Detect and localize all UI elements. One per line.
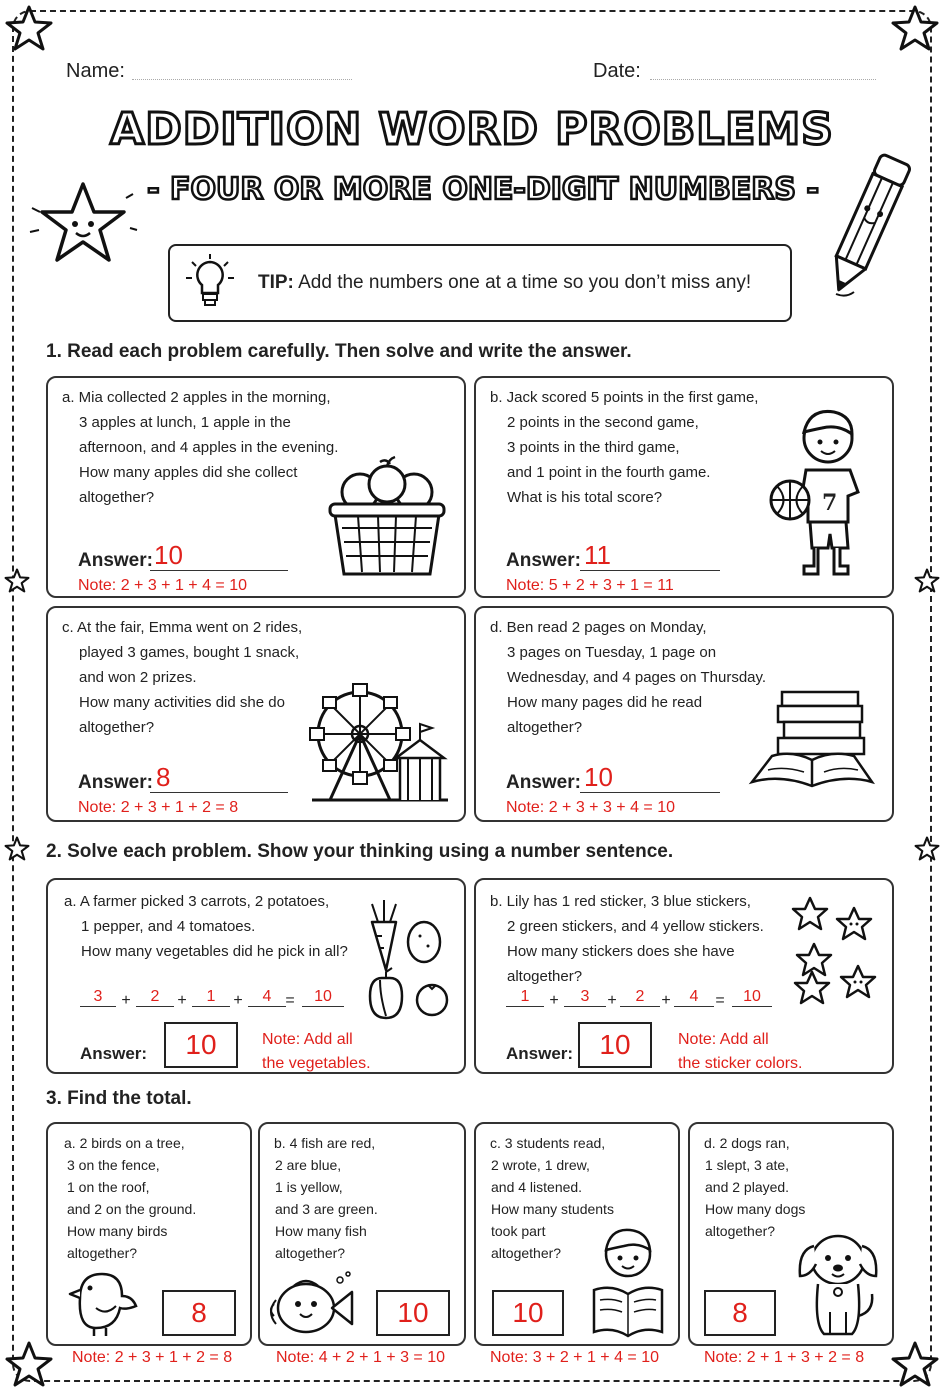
plus-sign: + (233, 992, 243, 1009)
addend-blank[interactable]: 1 (506, 988, 544, 1007)
star-icon (4, 568, 30, 594)
smiling-star-icon (28, 178, 138, 270)
problem-line: b. 4 fish are red, (274, 1135, 376, 1151)
problem-line: 3 points in the third game, (507, 439, 680, 456)
note-3b: Note: 4 + 2 + 1 + 3 = 10 (276, 1349, 446, 1366)
problem-line: d. 2 dogs ran, (704, 1135, 790, 1151)
problem-line: altogether? (275, 1245, 346, 1261)
name-field[interactable] (132, 58, 352, 80)
problem-line: 3 pages on Tuesday, 1 page on (507, 644, 717, 661)
problem-line: and 2 played. (705, 1179, 790, 1195)
answer-value-1b: 11 (584, 540, 611, 570)
date-field[interactable] (650, 58, 876, 80)
star-icon (890, 4, 940, 54)
addend-blank[interactable]: 2 (136, 988, 174, 1007)
problem-line: Wednesday, and 4 pages on Thursday. (507, 669, 767, 686)
note-2a (262, 1028, 371, 1076)
vegetables-icon (358, 896, 454, 1022)
answer-label: Answer: (80, 1044, 148, 1063)
answer-label: Answer: (506, 550, 581, 571)
star-icon (914, 568, 940, 594)
section-3-heading: 3. Find the total. (46, 1088, 192, 1109)
number-sentence-2a (80, 988, 344, 1012)
problem-line: a. Mia collected 2 apples in the morning, (62, 389, 331, 406)
lightbulb-icon (182, 252, 238, 314)
books-stack-icon (748, 690, 878, 796)
problem-text-1c (62, 615, 302, 740)
problem-line: How many dogs (705, 1201, 806, 1217)
addend-blank[interactable]: 3 (564, 988, 606, 1007)
section-2-heading: 2. Solve each problem. Show your thinking using a number sentence. (46, 841, 674, 862)
date-label: Date: (593, 60, 641, 82)
problem-line: d. Ben read 2 pages on Monday, (490, 619, 707, 636)
sum-blank[interactable]: 10 (732, 988, 772, 1007)
problem-line: altogether? (507, 968, 583, 985)
note-1a: Note: 2 + 3 + 1 + 4 = 10 (78, 577, 248, 594)
problem-text-2a (64, 889, 348, 964)
problem-line: 1 pepper, and 4 tomatoes. (81, 918, 256, 935)
problem-line: and 4 listened. (491, 1179, 583, 1195)
answer-label: Answer: (506, 1044, 574, 1063)
plus-sign: + (549, 992, 559, 1009)
problem-line: a. A farmer picked 3 carrots, 2 potatoes, (64, 893, 330, 910)
note-2b (678, 1028, 802, 1076)
problem-line: How many pages did he read (507, 694, 703, 711)
problem-line: and 1 point in the fourth game. (507, 464, 711, 481)
page-title: ADDITION WORD PROBLEMS (110, 104, 834, 155)
note-line: Note: Add all (262, 1031, 353, 1048)
boy-reading-icon (590, 1224, 666, 1338)
problem-line: altogether? (705, 1223, 776, 1239)
problem-line: 3 on the fence, (67, 1157, 160, 1173)
answer-line (150, 792, 288, 793)
note-line: the vegetables. (262, 1055, 371, 1072)
page-subtitle: - FOUR OR MORE ONE-DIGIT NUMBERS - (147, 172, 819, 207)
addend-blank[interactable]: 4 (674, 988, 714, 1007)
plus-sign: + (121, 992, 131, 1009)
problem-line: 3 apples at lunch, 1 apple in the (79, 414, 291, 431)
problem-text-1a (62, 385, 338, 510)
problem-line: and 3 are green. (275, 1201, 378, 1217)
problem-line: altogether? (79, 489, 155, 506)
jersey-number: 7 (822, 490, 838, 516)
plus-sign: + (607, 992, 617, 1009)
answer-label: Answer: (78, 550, 153, 571)
problem-line: played 3 games, bought 1 snack, (79, 644, 300, 661)
answer-value-1d: 10 (584, 762, 613, 792)
problem-line: 2 green stickers, and 4 yellow stickers. (507, 918, 764, 935)
bird-icon (66, 1268, 138, 1340)
addend-blank[interactable]: 2 (620, 988, 660, 1007)
note-1b: Note: 5 + 2 + 3 + 1 = 11 (506, 577, 674, 594)
addend-blank[interactable]: 3 (80, 988, 116, 1007)
sum-blank[interactable]: 10 (302, 988, 344, 1007)
problem-line: altogether? (67, 1245, 138, 1261)
answer-value-1a: 10 (154, 540, 183, 570)
problem-text-2b (490, 889, 764, 989)
name-label: Name: (66, 60, 125, 82)
star-icon (4, 1340, 54, 1390)
equals-sign: = (715, 992, 725, 1009)
note-line: the sticker colors. (678, 1055, 803, 1072)
answer-box-2a[interactable]: 10 (164, 1022, 238, 1068)
problem-line: c. At the fair, Emma went on 2 rides, (62, 619, 303, 636)
tip-label: TIP: (258, 272, 294, 293)
problem-line: How many fish (275, 1223, 367, 1239)
answer-box-3d[interactable]: 8 (704, 1290, 776, 1336)
problem-line: 2 wrote, 1 drew, (491, 1157, 590, 1173)
problem-text-1b (490, 385, 758, 510)
note-3d: Note: 2 + 1 + 3 + 2 = 8 (704, 1349, 865, 1366)
ferris-wheel-icon (308, 682, 452, 804)
problem-line: b. Jack scored 5 points in the first game, (490, 389, 759, 406)
star-icon (914, 836, 940, 862)
note-line: Note: Add all (678, 1031, 769, 1048)
plus-sign: + (177, 992, 187, 1009)
problem-line: and won 2 prizes. (79, 669, 197, 686)
answer-line (580, 792, 720, 793)
answer-box-3b[interactable]: 10 (376, 1290, 450, 1336)
stickers-stars-icon (788, 894, 880, 1008)
problem-line: altogether? (79, 719, 155, 736)
answer-box-3c[interactable]: 10 (492, 1290, 564, 1336)
problem-line: How many birds (67, 1223, 168, 1239)
problem-line: How many stickers does she have (507, 943, 735, 960)
addend-blank[interactable]: 1 (192, 988, 230, 1007)
answer-value-1c: 8 (156, 762, 171, 792)
problem-line: How many vegetables did he pick in all? (81, 943, 348, 960)
answer-box-3a[interactable]: 8 (162, 1290, 236, 1336)
problem-line: How many students (491, 1201, 614, 1217)
addend-blank[interactable]: 4 (248, 988, 286, 1007)
number-sentence-2b (506, 988, 770, 1012)
answer-label: Answer: (78, 772, 153, 793)
problem-text-3d (704, 1132, 805, 1242)
answer-box-2b[interactable]: 10 (578, 1022, 652, 1068)
problem-line: 2 are blue, (275, 1157, 342, 1173)
problem-line: afternoon, and 4 apples in the evening. (79, 439, 339, 456)
problem-line: c. 3 students read, (490, 1135, 606, 1151)
fish-icon (268, 1270, 358, 1338)
tip-text (258, 272, 751, 294)
plus-sign: + (661, 992, 671, 1009)
problem-line: 1 is yellow, (275, 1179, 343, 1195)
problem-line: 2 points in the second game, (507, 414, 699, 431)
tip-message: Add the numbers one at a time so you don’t miss any! (298, 272, 752, 293)
boy-basketball-icon (770, 404, 870, 580)
apple-basket-icon (328, 456, 446, 580)
equals-sign: = (285, 992, 295, 1009)
answer-line (150, 570, 288, 571)
problem-line: 1 slept, 3 ate, (705, 1157, 790, 1173)
problem-line: altogether? (491, 1245, 562, 1261)
problem-line: How many apples did she collect (79, 464, 298, 481)
section-1-heading: 1. Read each problem carefully. Then solve and write the answer. (46, 341, 632, 362)
puppy-icon (794, 1226, 882, 1340)
problem-line: and 2 on the ground. (67, 1201, 197, 1217)
problem-line: How many activities did she do (79, 694, 285, 711)
pencil-icon (818, 144, 918, 304)
answer-label: Answer: (506, 772, 581, 793)
star-icon (4, 836, 30, 862)
problem-line: took part (491, 1223, 546, 1239)
problem-text-1d (490, 615, 766, 740)
problem-line: 1 on the roof, (67, 1179, 150, 1195)
note-1d: Note: 2 + 3 + 3 + 4 = 10 (506, 799, 676, 816)
problem-line: a. 2 birds on a tree, (64, 1135, 185, 1151)
note-3c: Note: 3 + 2 + 1 + 4 = 10 (490, 1349, 660, 1366)
problem-line: What is his total score? (507, 489, 663, 506)
problem-text-3a (64, 1132, 196, 1264)
answer-line (580, 570, 720, 571)
problem-line: altogether? (507, 719, 583, 736)
note-1c: Note: 2 + 3 + 1 + 2 = 8 (78, 799, 239, 816)
problem-line: b. Lily has 1 red sticker, 3 blue stickers, (490, 893, 751, 910)
note-3a: Note: 2 + 3 + 1 + 2 = 8 (72, 1349, 233, 1366)
star-icon (890, 1340, 940, 1390)
star-icon (4, 4, 54, 54)
problem-text-3b (274, 1132, 378, 1264)
